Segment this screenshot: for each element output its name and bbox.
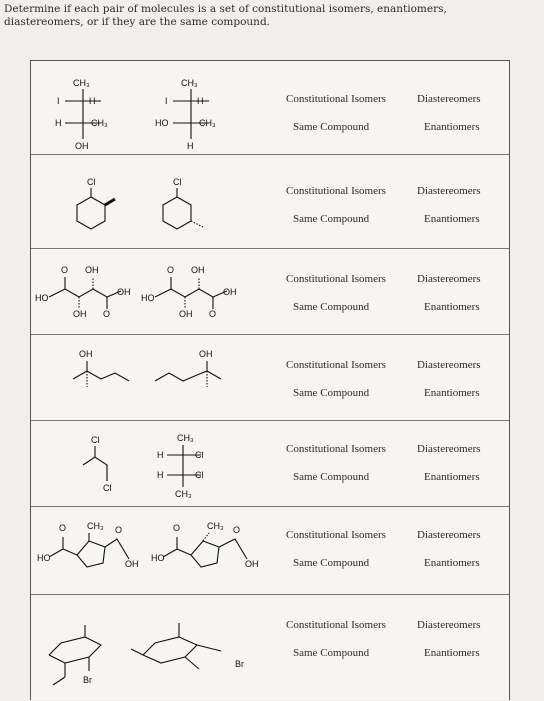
option-enantiomers[interactable]: Enantiomers	[424, 471, 480, 483]
atom-label: OH	[75, 141, 89, 151]
molecule-pair-1	[31, 61, 271, 155]
question-row-6	[31, 507, 509, 595]
atom-label: Cl	[173, 177, 182, 187]
atom-label: HO	[37, 553, 51, 563]
atom-label: H	[55, 118, 62, 128]
atom-label: H	[157, 470, 164, 480]
atom-label: I	[165, 96, 168, 106]
option-enantiomers[interactable]: Enantiomers	[424, 647, 480, 659]
option-same-compound[interactable]: Same Compound	[293, 647, 370, 659]
atom-label: OH	[223, 287, 237, 297]
atom-label: OH	[79, 349, 93, 359]
option-same-compound[interactable]: Same Compound	[293, 557, 370, 569]
atom-label: CH₃	[73, 78, 90, 88]
option-enantiomers[interactable]: Enantiomers	[424, 301, 480, 313]
atom-label: O	[209, 309, 217, 319]
atom-label: I	[57, 96, 60, 106]
option-constitutional-isomers[interactable]: Constitutional Isomers	[286, 443, 386, 455]
atom-label: CH₃	[87, 521, 104, 531]
option-enantiomers[interactable]: Enantiomers	[424, 213, 480, 225]
question-row-5	[31, 421, 509, 507]
atom-label: Br	[235, 659, 244, 669]
molecule-pair-7	[31, 595, 271, 701]
option-enantiomers[interactable]: Enantiomers	[424, 557, 480, 569]
atom-label: CH₃	[175, 489, 192, 499]
option-diastereomers[interactable]: Diastereomers	[417, 273, 481, 285]
atom-label: OH	[245, 559, 259, 569]
molecule-pair-5	[31, 421, 271, 507]
atom-label: Cl	[91, 435, 100, 445]
option-constitutional-isomers[interactable]: Constitutional Isomers	[286, 619, 386, 631]
option-diastereomers[interactable]: Diastereomers	[417, 529, 481, 541]
option-constitutional-isomers[interactable]: Constitutional Isomers	[286, 359, 386, 371]
atom-label: H	[187, 141, 194, 151]
atom-label: Cl	[195, 470, 204, 480]
question-row-2	[31, 155, 509, 249]
option-constitutional-isomers[interactable]: Constitutional Isomers	[286, 529, 386, 541]
option-diastereomers[interactable]: Diastereomers	[417, 93, 481, 105]
molecule-pair-4	[31, 335, 271, 421]
question-row-1	[31, 61, 509, 155]
atom-label: H	[157, 450, 164, 460]
option-diastereomers[interactable]: Diastereomers	[417, 359, 481, 371]
atom-label: CH₃	[199, 118, 216, 128]
atom-label: OH	[73, 309, 87, 319]
atom-label: CH₃	[181, 78, 198, 88]
atom-label: O	[233, 525, 241, 535]
option-same-compound[interactable]: Same Compound	[293, 121, 370, 133]
molecule-pair-3	[31, 249, 271, 335]
atom-label: Cl	[103, 483, 112, 493]
atom-label: Br	[83, 675, 92, 685]
atom-label: O	[59, 523, 67, 533]
atom-label: HO	[151, 553, 165, 563]
atom-label: CH₃	[207, 521, 224, 531]
option-same-compound[interactable]: Same Compound	[293, 387, 370, 399]
option-diastereomers[interactable]: Diastereomers	[417, 443, 481, 455]
question-row-7	[31, 595, 509, 701]
atom-label: H	[89, 96, 96, 106]
atom-label: OH	[199, 349, 213, 359]
option-constitutional-isomers[interactable]: Constitutional Isomers	[286, 273, 386, 285]
atom-label: OH	[117, 287, 131, 297]
option-same-compound[interactable]: Same Compound	[293, 471, 370, 483]
atom-label: HO	[141, 293, 155, 303]
option-same-compound[interactable]: Same Compound	[293, 213, 370, 225]
option-diastereomers[interactable]: Diastereomers	[417, 185, 481, 197]
option-same-compound[interactable]: Same Compound	[293, 301, 370, 313]
question-row-4	[31, 335, 509, 421]
question-table	[30, 60, 510, 700]
atom-label: HO	[155, 118, 169, 128]
atom-label: Cl	[195, 450, 204, 460]
atom-label: CH₃	[91, 118, 108, 128]
atom-label: OH	[125, 559, 139, 569]
atom-label: OH	[179, 309, 193, 319]
instructions: Determine if each pair of molecules is a set of constitutional isomers, enantiomers, diastereomers, or if they are the same compound.	[4, 3, 447, 28]
atom-label: O	[61, 265, 69, 275]
molecule-pair-2	[31, 155, 271, 249]
atom-label: Cl	[87, 177, 96, 187]
molecule-pair-6	[31, 507, 271, 595]
atom-label: O	[173, 523, 181, 533]
atom-label: OH	[191, 265, 205, 275]
atom-label: CH₃	[177, 433, 194, 443]
atom-label: H	[197, 96, 204, 106]
atom-label: O	[103, 309, 111, 319]
option-constitutional-isomers[interactable]: Constitutional Isomers	[286, 93, 386, 105]
atom-label: HO	[35, 293, 49, 303]
option-enantiomers[interactable]: Enantiomers	[424, 387, 480, 399]
atom-label: O	[115, 525, 123, 535]
option-diastereomers[interactable]: Diastereomers	[417, 619, 481, 631]
atom-label: O	[167, 265, 175, 275]
atom-label: OH	[85, 265, 99, 275]
question-row-3	[31, 249, 509, 335]
option-enantiomers[interactable]: Enantiomers	[424, 121, 480, 133]
option-constitutional-isomers[interactable]: Constitutional Isomers	[286, 185, 386, 197]
